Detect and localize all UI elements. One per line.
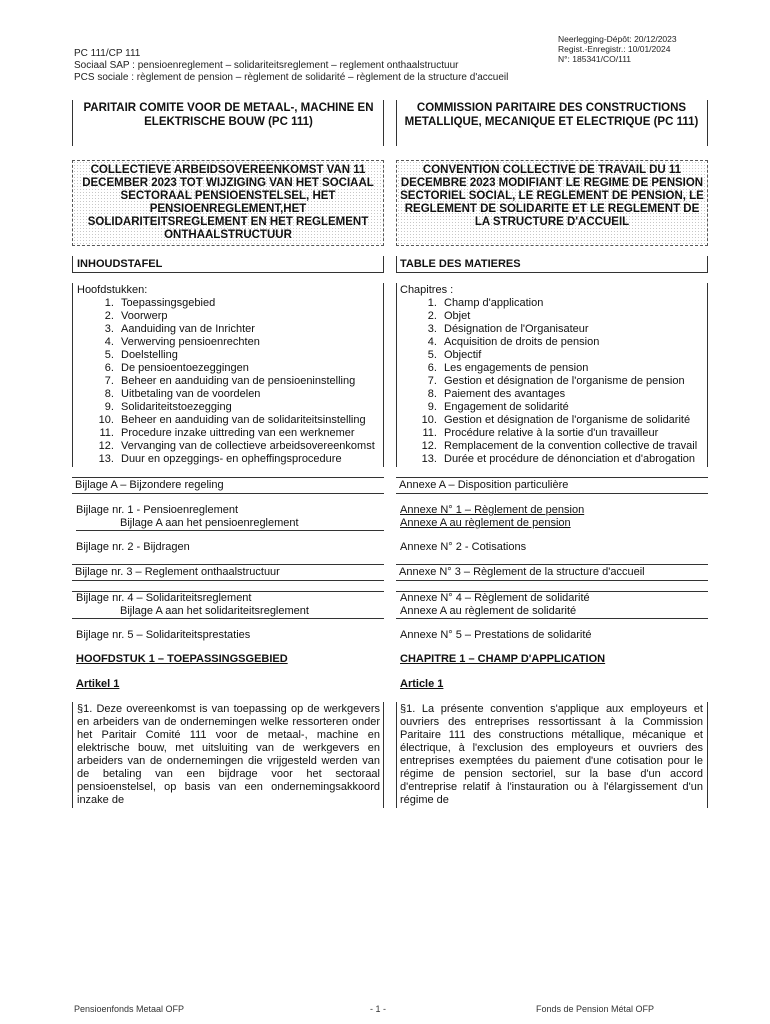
annex-1-nl	[72, 504, 384, 531]
annex-a-fr: Annexe A – Disposition particulière	[396, 477, 708, 494]
toc-chapter-fr-11: 11. Procédure relative à la sortie d'un travailleur	[440, 427, 703, 440]
toc-chapter-fr-10: 10. Gestion et désignation de l'organisme de solidarité	[440, 414, 703, 427]
toc-label-fr: Chapitres :	[400, 284, 454, 296]
article-1-heading-nl: Artikel 1	[76, 678, 120, 690]
footer-right: Fonds de Pension Métal OFP	[536, 1004, 655, 1014]
annex-1-fr	[396, 504, 708, 531]
toc-chapter-nl-6: 6. De pensioentoezeggingen	[117, 362, 380, 375]
toc-chapters-fr	[396, 283, 708, 467]
annex-1-sub-nl: Bijlage A aan het pensioenreglement	[76, 517, 384, 531]
toc-chapter-nl-5: 5. Doelstelling	[117, 349, 380, 362]
annex-2-fr: Annexe N° 2 - Cotisations	[400, 541, 527, 553]
toc-chapter-fr-8: 8. Paiement des avantages	[440, 388, 703, 401]
toc-chapter-nl-7: 7. Beheer en aanduiding van de pensioeninstelling	[117, 375, 380, 388]
annex-4-nl	[72, 591, 384, 619]
agreement-title-nl: COLLECTIEVE ARBEIDSOVEREENKOMST VAN 11 DECEMBER 2023 TOT WIJZIGING VAN HET SOCIAAL SECTORAAL PENSIOENSTELSEL, HET PENSIOENREGLEMENT,HET SOLIDARITEITSREGLEMENT EN HET REGLEMENT ONTHAALSTRUCTUUR	[72, 160, 384, 246]
committee-title-nl: PARITAIR COMITE VOOR DE METAAL-, MACHINE EN ELEKTRISCHE BOUW (PC 111)	[72, 100, 384, 146]
agreement-title-fr: CONVENTION COLLECTIVE DE TRAVAIL DU 11 DECEMBRE 2023 MODIFIANT LE REGIME DE PENSION SECTORIEL SOCIAL, LE REGLEMENT DE PENSION, LE REGLEMENT DE SOLIDARITE ET LE REGLEMENT DE LA STRUCTURE D'ACCUEIL	[396, 160, 708, 246]
toc-chapter-nl-3: 3. Aanduiding van de Inrichter	[117, 323, 380, 336]
toc-chapter-fr-7: 7. Gestion et désignation de l'organisme de pension	[440, 375, 703, 388]
toc-chapter-fr-6: 6. Les engagements de pension	[440, 362, 703, 375]
toc-chapter-nl-2: 2. Voorwerp	[117, 310, 380, 323]
article-1-paragraph-nl: §1. Deze overeenkomst is van toepassing op de werkgevers en arbeiders van de ondernemingen welke ressorteren onder het Paritair Comité 111 voor de metaal-, machine en elektrische bouw, met uitsluiting van de werkgevers en arbeiders van de ondernemingen die vrijgesteld werden van de betaling van een bijdrage voor het sectoraal pensioenstelsel, op basis van een ondernemingsakkoord inzake de	[72, 702, 384, 808]
page-number: - 1 -	[370, 1004, 387, 1014]
toc-chapter-nl-13: 13. Duur en opzeggings- en opheffingsprocedure	[117, 453, 380, 466]
toc-chapter-fr-12: 12. Remplacement de la convention collective de travail	[440, 440, 703, 453]
header-committee-code: PC 111/CP 111	[74, 48, 141, 59]
annex-4-sub-nl: Bijlage A aan het solidariteitsreglement	[120, 605, 309, 617]
chapter-1-heading-fr: CHAPITRE 1 – CHAMP D'APPLICATION	[400, 653, 606, 665]
toc-chapter-fr-4: 4. Acquisition de droits de pension	[440, 336, 703, 349]
annex-4-fr	[396, 591, 708, 619]
annex-4-sub-fr: Annexe A au règlement de solidarité	[400, 605, 577, 617]
bilingual-columns	[72, 100, 708, 808]
toc-chapter-nl-10: 10. Beheer en aanduiding van de solidariteitsinstelling	[117, 414, 380, 427]
toc-label-nl: Hoofdstukken:	[77, 284, 148, 296]
article-1-paragraph-fr: §1. La présente convention s'applique aux employeurs et ouvriers des entreprises ressortissant à la Commission Paritaire 111 des constructions métallique, mécanique et électrique, à l'exclusion des employeurs et ouvriers des entreprises exemptées du paiement d'une cotisation pour le régime de pension sectoriel, sur la base d'un accord d'entreprise relatif à l'instauration ou à l'élargissement d'un régime de	[396, 702, 708, 808]
annex-1-title-nl: Bijlage nr. 1 - Pensioenreglement	[76, 504, 239, 516]
annex-a-nl: Bijlage A – Bijzondere regeling	[72, 477, 384, 494]
annex-5-fr: Annexe N° 5 – Prestations de solidarité	[400, 629, 592, 641]
toc-chapter-fr-1: 1. Champ d'application	[440, 297, 703, 310]
deposit-stamp	[558, 34, 677, 64]
annex-3-fr: Annexe N° 3 – Règlement de la structure d'accueil	[396, 564, 708, 581]
toc-chapter-fr-13: 13. Durée et procédure de dénonciation et d'abrogation	[440, 453, 703, 466]
toc-chapters-nl	[72, 283, 384, 467]
header-social-fr: PCS sociale : règlement de pension – règlement de solidarité – règlement de la structure d'accueil	[74, 72, 509, 83]
toc-chapter-fr-9: 9. Engagement de solidarité	[440, 401, 703, 414]
toc-chapter-nl-8: 8. Uitbetaling van de voordelen	[117, 388, 380, 401]
registration-number: N°: 185341/CO/111	[558, 54, 632, 64]
annex-4-title-nl: Bijlage nr. 4 – Solidariteitsreglement	[76, 592, 252, 604]
footer-left: Pensioenfonds Metaal OFP	[74, 1004, 185, 1014]
annex-5-nl: Bijlage nr. 5 – Solidariteitsprestaties	[76, 629, 251, 641]
header-social-nl: Sociaal SAP : pensioenreglement – solidariteitsreglement – reglement onthaalstructuur	[74, 60, 459, 71]
toc-chapter-fr-5: 5. Objectif	[440, 349, 703, 362]
toc-list-nl	[77, 297, 380, 466]
toc-chapter-nl-12: 12. Vervanging van de collectieve arbeidsovereenkomst	[117, 440, 380, 453]
toc-list-fr	[400, 297, 703, 466]
registration-date: Regist.-Enregistr.: 10/01/2024	[558, 44, 671, 54]
document-header	[74, 48, 508, 84]
chapter-1-heading-nl: HOOFDSTUK 1 – TOEPASSINGSGEBIED	[76, 653, 288, 665]
deposit-date: Neerlegging-Dépôt: 20/12/2023	[558, 34, 677, 44]
committee-title-fr: COMMISSION PARITAIRE DES CONSTRUCTIONS METALLIQUE, MECANIQUE ET ELECTRIQUE (PC 111)	[396, 100, 708, 146]
annex-1-sub-fr: Annexe A au règlement de pension	[400, 517, 571, 529]
toc-chapter-fr-3: 3. Désignation de l'Organisateur	[440, 323, 703, 336]
toc-chapter-nl-4: 4. Verwerving pensioenrechten	[117, 336, 380, 349]
annex-2-nl: Bijlage nr. 2 - Bijdragen	[76, 541, 190, 553]
toc-chapter-nl-1: 1. Toepassingsgebied	[117, 297, 380, 310]
toc-chapter-fr-2: 2. Objet	[440, 310, 703, 323]
annex-4-title-fr: Annexe N° 4 – Règlement de solidarité	[400, 592, 590, 604]
toc-title-fr: TABLE DES MATIERES	[396, 256, 708, 273]
toc-title-nl: INHOUDSTAFEL	[72, 256, 384, 273]
annex-3-nl: Bijlage nr. 3 – Reglement onthaalstructuur	[72, 564, 384, 581]
article-1-heading-fr: Article 1	[400, 678, 444, 690]
toc-chapter-nl-9: 9. Solidariteitstoezegging	[117, 401, 380, 414]
annex-1-title-fr: Annexe N° 1 – Règlement de pension	[400, 504, 585, 516]
toc-chapter-nl-11: 11. Procedure inzake uittreding van een werknemer	[117, 427, 380, 440]
